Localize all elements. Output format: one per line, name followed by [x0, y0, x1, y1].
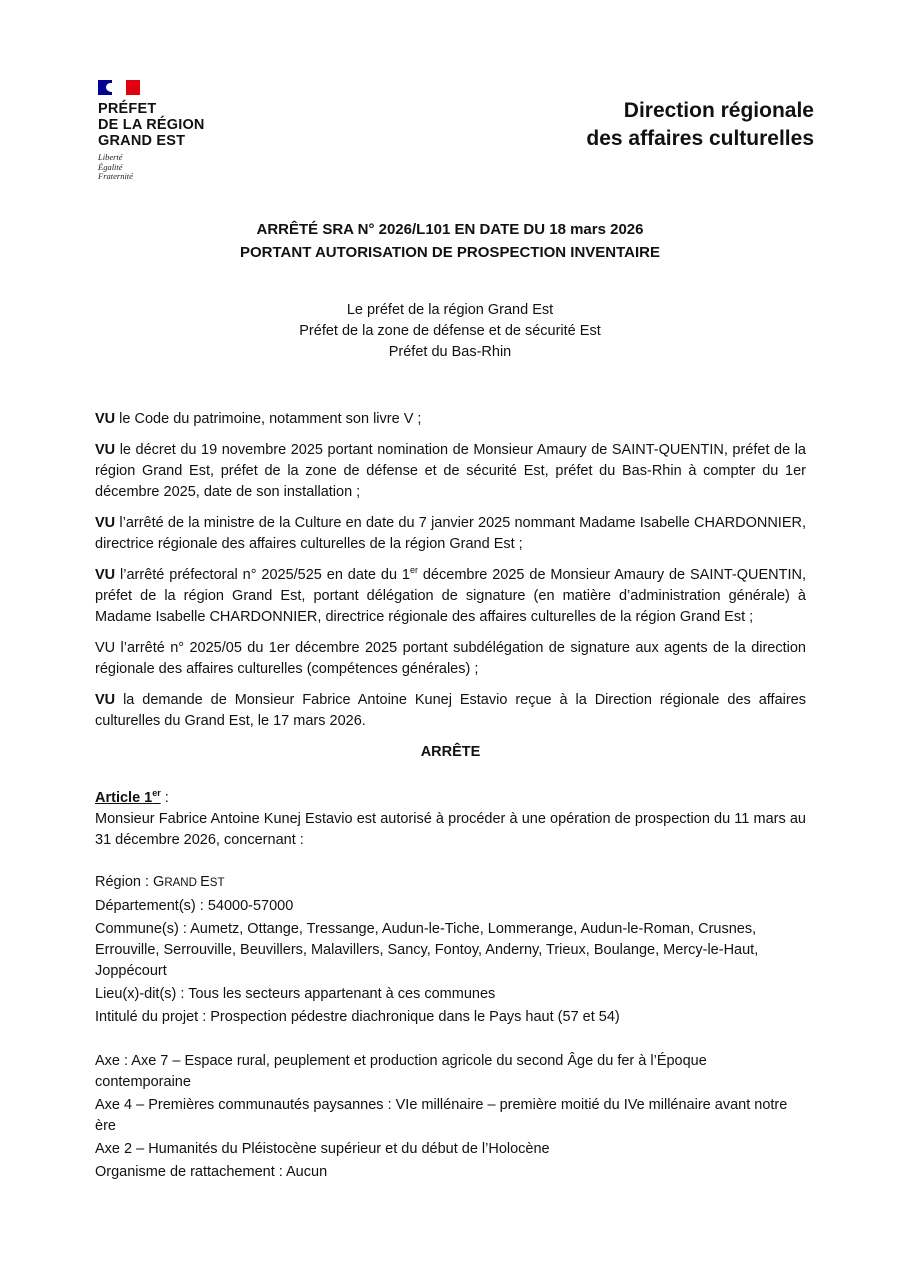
axe-line: Axe : Axe 7 – Espace rural, peuplement et production agricole du second Âge du fer à l’Époque contemporaine [95, 1053, 707, 1090]
article-intro: Monsieur Fabrice Antoine Kunej Estavio est autorisé à procéder à une opération de prospection du 11 mars au 31 décembre 2026, concernant : [95, 811, 806, 848]
direction-heading: Direction régionale des affaires culturelles [586, 99, 814, 150]
logo-motto: Liberté Égalité Fraternité [98, 152, 133, 181]
departements-line: Département(s) : 54000-57000 [95, 898, 294, 914]
vu-paragraph: VU l’arrêté préfectoral n° 2025/525 en date du 1er décembre 2025 de Monsieur Amaury de SAINT-QUENTIN, préfet de la région Grand Est, portant délégation de signature (en matière d’administration générale) à Madame Isabelle CHARDONNIER, directrice régionale des affaires culturelles de la région Grand Est ; [95, 565, 806, 625]
axe-line: Axe 2 – Humanités du Pléistocène supérieur et du début de l’Holocène [95, 1141, 550, 1157]
organisme-line: Organisme de rattachement : Aucun [95, 1164, 328, 1180]
vu-paragraph: VU le décret du 19 novembre 2025 portant nomination de Monsieur Amaury de SAINT-QUENTIN, préfet de la région Grand Est, préfet de la zone de défense et de sécurité Est, préfet du Bas-Rhin à compter du 1er décembre 2025, date de son installation ; [95, 442, 806, 500]
document-title: ARRÊTÉ SRA N° 2026/L101 EN DATE DU 18 mars 2026 PORTANT AUTORISATION DE PROSPECTION INVENTAIRE [239, 221, 661, 261]
vu-paragraph: VU l’arrêté de la ministre de la Culture en date du 7 janvier 2025 nommant Madame Isabelle CHARDONNIER, directrice régionale des affaires culturelles de la région Grand Est ; [95, 515, 806, 552]
intitule-line: Intitulé du projet : Prospection pédestre diachronique dans le Pays haut (57 et 54) [95, 1009, 620, 1025]
prefet-logo [98, 80, 238, 182]
axe-line: Axe 4 – Premières communautés paysannes : VIe millénaire – première moitié du IVe millénaire avant notre ère [95, 1097, 788, 1134]
communes-line: Commune(s) : Aumetz, Ottange, Tressange, Audun-le-Tiche, Lommerange, Audun-le-Roman, Crusnes, Errouville, Serrouville, Beuvillers, Malavillers, Sancy, Fontoy, Anderny, Trieux, Boulange, Mercy-le-Haut, Joppécourt [95, 921, 759, 979]
arrete-label: ARRÊTE [420, 744, 481, 760]
marianne-flag-icon [98, 80, 140, 95]
vu-paragraph: VU l’arrêté n° 2025/05 du 1er décembre 2025 portant subdélégation de signature aux agents de la direction régionale des affaires culturelles (compétences générales) ; [95, 640, 806, 677]
prefet-block: Le préfet de la région Grand Est Préfet de la zone de défense et de sécurité Est Préfet du Bas-Rhin [299, 302, 601, 360]
lieux-line: Lieu(x)-dit(s) : Tous les secteurs appartenant à ces communes [95, 986, 496, 1002]
vu-paragraph: VU la demande de Monsieur Fabrice Antoine Kunej Estavio reçue à la Direction régionale des affaires culturelles du Grand Est, le 17 mars 2026. [95, 692, 806, 729]
vu-paragraph: VU le Code du patrimoine, notamment son livre V ; [95, 411, 422, 427]
document-body [95, 409, 806, 1185]
article-heading: Article 1er : [95, 788, 169, 806]
logo-title: PRÉFET DE LA RÉGION GRAND EST [98, 101, 205, 149]
region-line: Région : GRAND EST [95, 874, 225, 890]
